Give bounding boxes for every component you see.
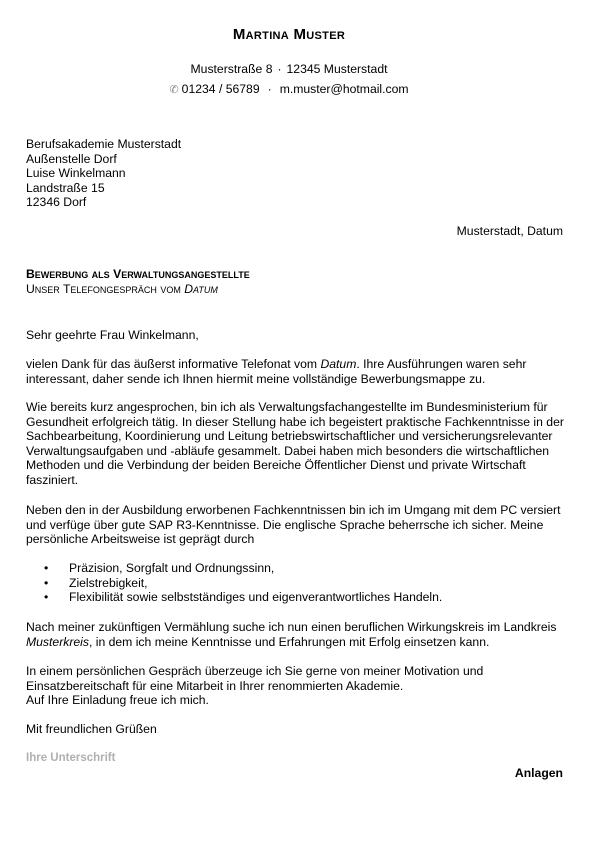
paragraph-closing [26, 664, 571, 708]
salutation: Sehr geehrte Frau Winkelmann, [26, 328, 199, 342]
paragraph-text: In einem persönlichen Gespräch überzeuge ich Sie gerne von meiner Motivation und Einsatzbereitschaft für eine Mitarbeit in Ihrer renommierten Akademie. [26, 664, 484, 693]
subject-reference [26, 282, 250, 297]
attachments-label: Anlagen [514, 766, 563, 780]
sender-street: Musterstraße 8 [190, 62, 273, 76]
paragraph-intro [26, 357, 571, 386]
bullet-icon: • [44, 575, 49, 590]
paragraph-experience: Wie bereits kurz angesprochen, bin ich als Verwaltungsfachangestellte im Bundesministerium für Gesundheit erfolgreich tätig. In dieser Stellung habe ich begeistert praktische Fachkenntnisse in der Sachbearbeitung, Koordinierung und Leitung betriebswirtschaftlicher und versicherungsrelevanter Verwaltungsaufgaben und -abläufe gesammelt. Dabei haben mich besonders die wirtschaftlichen Methoden und die Verbindung der beiden Bereiche Öffentlicher Dienst und private Wirtschaft fasziniert. [26, 400, 564, 487]
list-item-text: Zielstrebigkeit, [69, 575, 148, 590]
phone-icon: ✆ [169, 84, 179, 96]
paragraph-italic: Musterkreis [26, 634, 89, 649]
sender-phone: 01234 / 56789 [181, 82, 260, 96]
bullet-list [26, 561, 442, 605]
subject-reference-text: Unser Telefongespräch vom [26, 281, 185, 296]
closing-greeting: Mit freundlichen Grüßen [26, 722, 157, 736]
paragraph-skills: Neben den in der Ausbildung erworbenen Fachkenntnissen bin ich im Umgang mit dem PC versiert und verfüge über gute SAP R3-Kenntnisse. Die englische Sprache beherrsche ich sicher. Meine persönliche Arbeitsweise ist geprägt durch [26, 503, 561, 547]
list-item [26, 561, 442, 576]
paragraph-text: Nach meiner zukünftigen Vermählung suche ich nun einen beruflichen Wirkungskreis im Landkreis [26, 620, 557, 634]
list-item [26, 590, 442, 605]
paragraph-text: , in dem ich meine Kenntnisse und Erfahrungen mit Erfolg einsetzen kann. [88, 634, 490, 649]
recipient-line: Außenstelle Dorf [26, 151, 117, 166]
bullet-icon: • [44, 590, 49, 605]
list-item-text: Flexibilität sowie selbstständiges und eigenverantwortliches Handeln. [69, 590, 443, 605]
sender-address [0, 62, 578, 77]
bullet-icon: • [44, 561, 49, 575]
paragraph-motivation [26, 620, 571, 649]
separator-dot: · [277, 62, 282, 76]
paragraph-text: Auf Ihre Einladung freue ich mich. [26, 693, 209, 708]
recipient-address [26, 137, 181, 210]
sender-email[interactable]: m.muster@hotmail.com [279, 82, 409, 96]
subject-reference-date: Datum [184, 281, 218, 296]
place-date: Musterstadt, Datum [456, 224, 563, 238]
sender-contact [0, 82, 578, 98]
sender-name: Martina Muster [232, 26, 346, 43]
paragraph-text: . Ihre Ausführungen waren sehr interessant, daher sende ich Ihnen hiermit meine vollständige Bewerbungsmappe zu. [26, 357, 527, 386]
list-item [26, 576, 442, 591]
signature-placeholder: Ihre Unterschrift [26, 752, 116, 764]
sender-city: 12345 Musterstadt [286, 62, 388, 76]
recipient-line: Landstraße 15 [26, 180, 105, 195]
list-item-text: Präzision, Sorgfalt und Ordnungssinn, [69, 561, 275, 575]
separator-dot: · [267, 82, 272, 96]
paragraph-text: vielen Dank für das äußerst informative Telefonat vom [26, 357, 321, 371]
recipient-line: 12346 Dorf [26, 195, 87, 210]
recipient-line: Berufsakademie Musterstadt [26, 137, 182, 151]
subject-line: Bewerbung als Verwaltungsangestellte [26, 267, 250, 281]
recipient-line: Luise Winkelmann [26, 166, 126, 181]
subject [26, 267, 250, 296]
paragraph-italic: Datum [320, 357, 357, 371]
